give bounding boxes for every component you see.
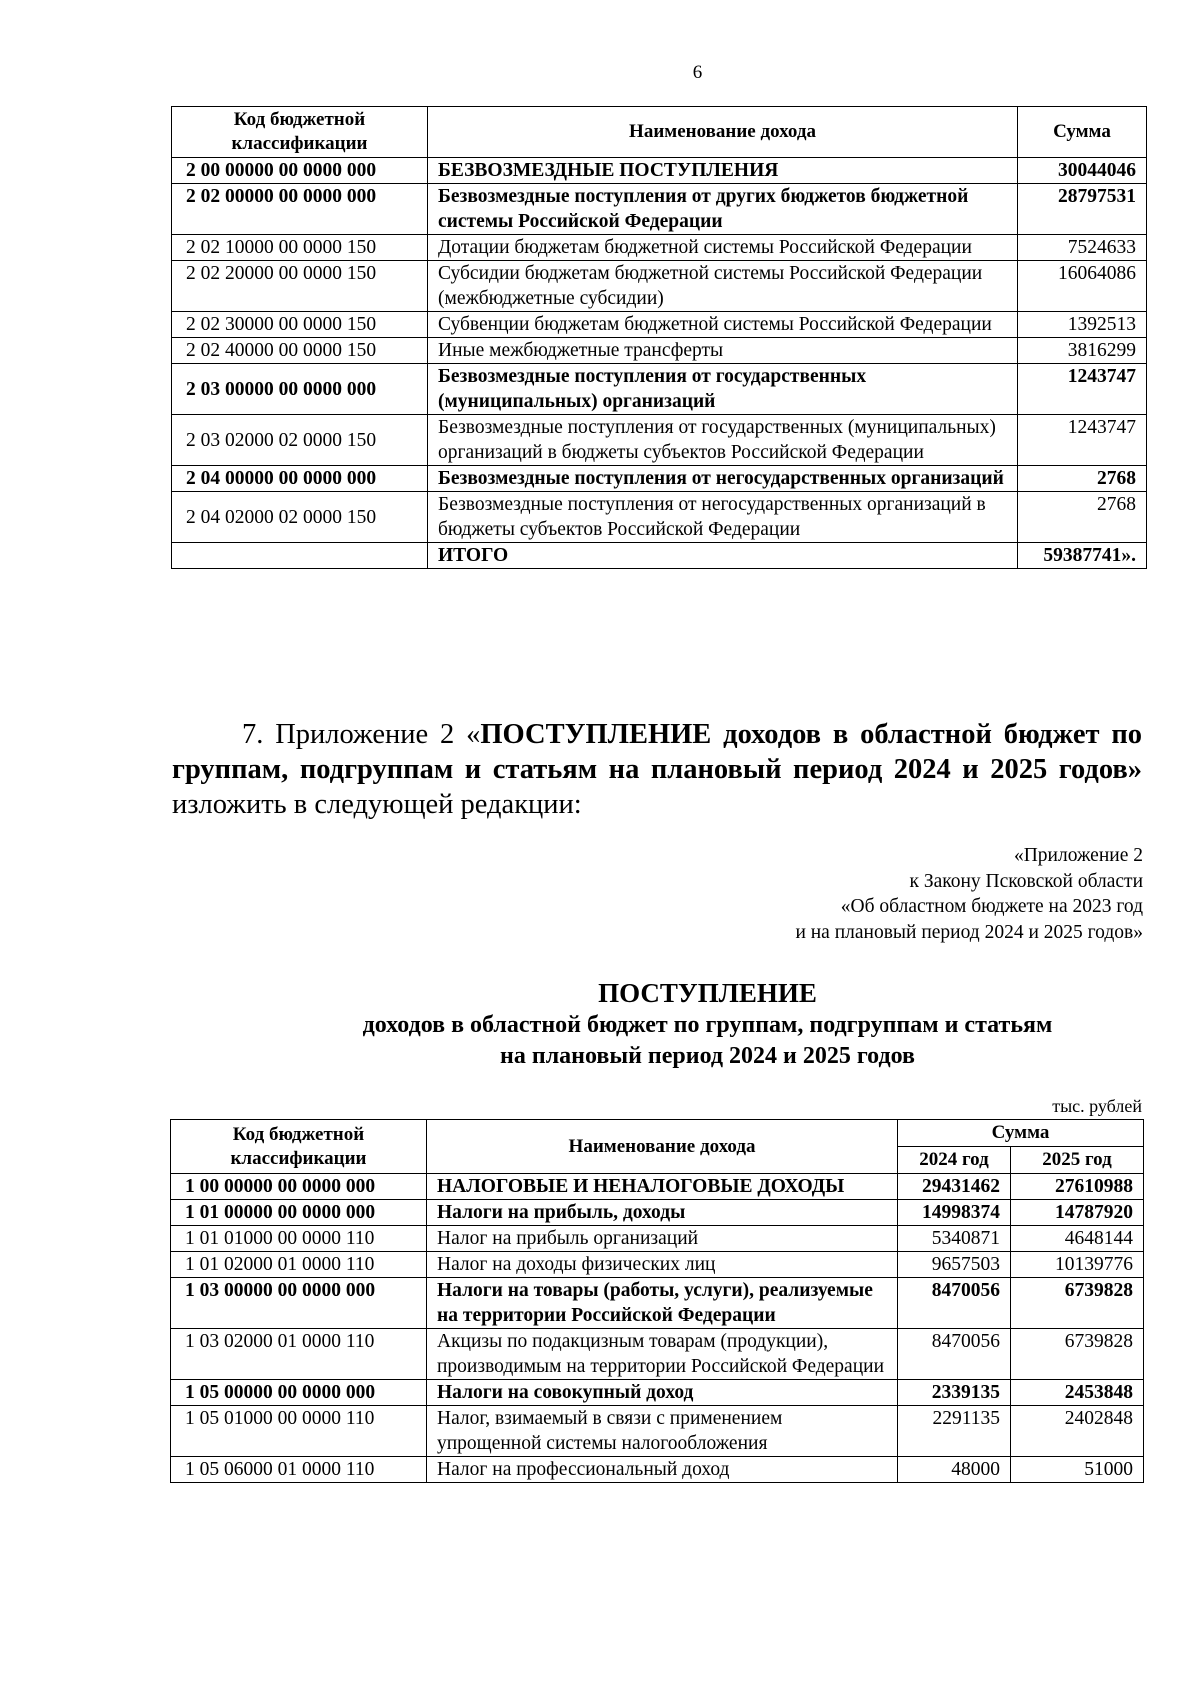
row-code: 2 02 30000 00 0000 150 (172, 312, 428, 338)
header-sum: Сумма (898, 1120, 1144, 1147)
document-title (170, 977, 1200, 1072)
row-sum: 1243747 (1018, 415, 1147, 466)
row-value-2025: 6739828 (1011, 1329, 1144, 1380)
title-subtitle: на плановый период 2024 и 2025 годов (500, 1043, 915, 1069)
row-value-2025: 6739828 (1011, 1278, 1144, 1329)
row-code: 2 04 02000 02 0000 150 (172, 492, 428, 543)
table-row (172, 158, 1147, 184)
row-name: Безвозмездные поступления от государственных (муниципальных) организаций (428, 364, 1018, 415)
row-value-2024: 2339135 (898, 1380, 1011, 1406)
table-row (171, 1174, 1144, 1200)
row-code: 1 05 01000 00 0000 110 (171, 1406, 427, 1457)
row-name: Налоги на прибыль, доходы (427, 1200, 898, 1226)
row-name: Акцизы по подакцизным товарам (продукции), производимым на территории Российской Федерации (427, 1329, 898, 1380)
revenue-table-2024-2025 (170, 1119, 1144, 1483)
paragraph-bold-text: ПОСТУПЛЕНИЕ доходов в областной бюджет по группам, подгруппам и статьям на плановый период 2024 и 2025 годов» (172, 719, 1142, 785)
table-row (171, 1406, 1144, 1457)
row-value-2025: 4648144 (1011, 1226, 1144, 1252)
row-code: 2 02 00000 00 0000 000 (172, 184, 428, 235)
row-value-2025: 14787920 (1011, 1200, 1144, 1226)
row-name: Безвозмездные поступления от негосударственных организаций (428, 466, 1018, 492)
row-value-2025: 2402848 (1011, 1406, 1144, 1457)
row-value-2024: 14998374 (898, 1200, 1011, 1226)
table-row (172, 466, 1147, 492)
row-value-2024: 2291135 (898, 1406, 1011, 1457)
row-code: 1 05 00000 00 0000 000 (171, 1380, 427, 1406)
row-value-2025: 10139776 (1011, 1252, 1144, 1278)
row-name: Дотации бюджетам бюджетной системы Российской Федерации (428, 235, 1018, 261)
appendix-reference-line: к Закону Псковской области (909, 870, 1143, 892)
appendix-reference-line: «Об областном бюджете на 2023 год (840, 896, 1143, 917)
row-code: 1 01 01000 00 0000 110 (171, 1226, 427, 1252)
row-sum: 28797531 (1018, 184, 1147, 235)
row-value-2025: 2453848 (1011, 1380, 1144, 1406)
table-row (171, 1457, 1144, 1483)
table-row (172, 543, 1147, 569)
table-row (171, 1226, 1144, 1252)
row-name: Субсидии бюджетам бюджетной системы Российской Федерации (межбюджетные субсидии) (428, 261, 1018, 312)
row-value-2024: 8470056 (898, 1329, 1011, 1380)
row-sum: 16064086 (1018, 261, 1147, 312)
row-name: НАЛОГОВЫЕ И НЕНАЛОГОВЫЕ ДОХОДЫ (427, 1174, 898, 1200)
row-name: Безвозмездные поступления от других бюджетов бюджетной системы Российской Федерации (428, 184, 1018, 235)
revenue-table-2023 (171, 106, 1147, 569)
row-value-2025: 27610988 (1011, 1174, 1144, 1200)
row-value-2024: 9657503 (898, 1252, 1011, 1278)
row-name: Налог на профессиональный доход (427, 1457, 898, 1483)
row-code: 2 03 00000 00 0000 000 (172, 364, 428, 415)
table-row (172, 184, 1147, 235)
row-name: ИТОГО (428, 543, 1018, 569)
row-code: 2 03 02000 02 0000 150 (172, 415, 428, 466)
table-row (172, 338, 1147, 364)
paragraph-suffix: изложить в следующей редакции: (172, 789, 582, 820)
row-sum: 1243747 (1018, 364, 1147, 415)
row-name: БЕЗВОЗМЕЗДНЫЕ ПОСТУПЛЕНИЯ (428, 158, 1018, 184)
row-value-2024: 48000 (898, 1457, 1011, 1483)
row-value-2024: 29431462 (898, 1174, 1011, 1200)
row-sum: 3816299 (1018, 338, 1147, 364)
title-subtitle: доходов в областной бюджет по группам, подгруппам и статьям (362, 1012, 1053, 1038)
row-sum: 2768 (1018, 466, 1147, 492)
row-code: 2 04 00000 00 0000 000 (172, 466, 428, 492)
row-code: 2 02 10000 00 0000 150 (172, 235, 428, 261)
header-name: Наименование дохода (428, 107, 1018, 158)
header-name: Наименование дохода (427, 1120, 898, 1174)
appendix-reference-line: «Приложение 2 (1013, 845, 1143, 866)
row-code (172, 543, 428, 569)
header-year-2024: 2024 год (898, 1147, 1011, 1174)
row-code: 1 03 02000 01 0000 110 (171, 1329, 427, 1380)
row-sum: 30044046 (1018, 158, 1147, 184)
table-row (171, 1252, 1144, 1278)
row-name: Налоги на товары (работы, услуги), реализуемые на территории Российской Федерации (427, 1278, 898, 1329)
row-code: 2 02 40000 00 0000 150 (172, 338, 428, 364)
row-name: Налог на прибыль организаций (427, 1226, 898, 1252)
table-row (172, 492, 1147, 543)
row-code: 2 02 20000 00 0000 150 (172, 261, 428, 312)
table-row (171, 1329, 1144, 1380)
amendment-paragraph (172, 717, 1142, 822)
row-name: Налог, взимаемый в связи с применением упрощенной системы налогообложения (427, 1406, 898, 1457)
row-name: Субвенции бюджетам бюджетной системы Российской Федерации (428, 312, 1018, 338)
row-value-2025: 51000 (1011, 1457, 1144, 1483)
header-code: Код бюджетной классификации (172, 107, 428, 158)
row-name: Иные межбюджетные трансферты (428, 338, 1018, 364)
row-value-2024: 5340871 (898, 1226, 1011, 1252)
units-label: тыс. рублей (1052, 1096, 1142, 1116)
row-sum: 7524633 (1018, 235, 1147, 261)
page-number: 6 (692, 62, 703, 83)
row-sum: 2768 (1018, 492, 1147, 543)
row-code: 2 00 00000 00 0000 000 (172, 158, 428, 184)
header-code: Код бюджетной классификации (171, 1120, 427, 1174)
row-name: Налог на доходы физических лиц (427, 1252, 898, 1278)
table-row (172, 312, 1147, 338)
row-code: 1 05 06000 01 0000 110 (171, 1457, 427, 1483)
row-name: Безвозмездные поступления от государственных (муниципальных) организаций в бюджеты субъектов Российской Федерации (428, 415, 1018, 466)
table-row (171, 1200, 1144, 1226)
appendix-reference-line: и на плановый период 2024 и 2025 годов» (795, 921, 1143, 943)
table-row (172, 261, 1147, 312)
table-row (172, 415, 1147, 466)
row-name: Безвозмездные поступления от негосударственных организаций в бюджеты субъектов Российской Федерации (428, 492, 1018, 543)
row-code: 1 01 02000 01 0000 110 (171, 1252, 427, 1278)
row-code: 1 01 00000 00 0000 000 (171, 1200, 427, 1226)
paragraph-prefix: 7. Приложение 2 « (242, 719, 481, 750)
table-row (171, 1278, 1144, 1329)
header-sum: Сумма (1018, 107, 1147, 158)
row-name: Налоги на совокупный доход (427, 1380, 898, 1406)
table-row (172, 364, 1147, 415)
row-code: 1 00 00000 00 0000 000 (171, 1174, 427, 1200)
table-row (171, 1380, 1144, 1406)
header-year-2025: 2025 год (1011, 1147, 1144, 1174)
row-code: 1 03 00000 00 0000 000 (171, 1278, 427, 1329)
table-row (172, 235, 1147, 261)
row-sum: 59387741». (1018, 543, 1147, 569)
appendix-reference (795, 843, 1143, 945)
row-sum: 1392513 (1018, 312, 1147, 338)
title-main: ПОСТУПЛЕНИЕ (598, 978, 817, 1008)
row-value-2024: 8470056 (898, 1278, 1011, 1329)
